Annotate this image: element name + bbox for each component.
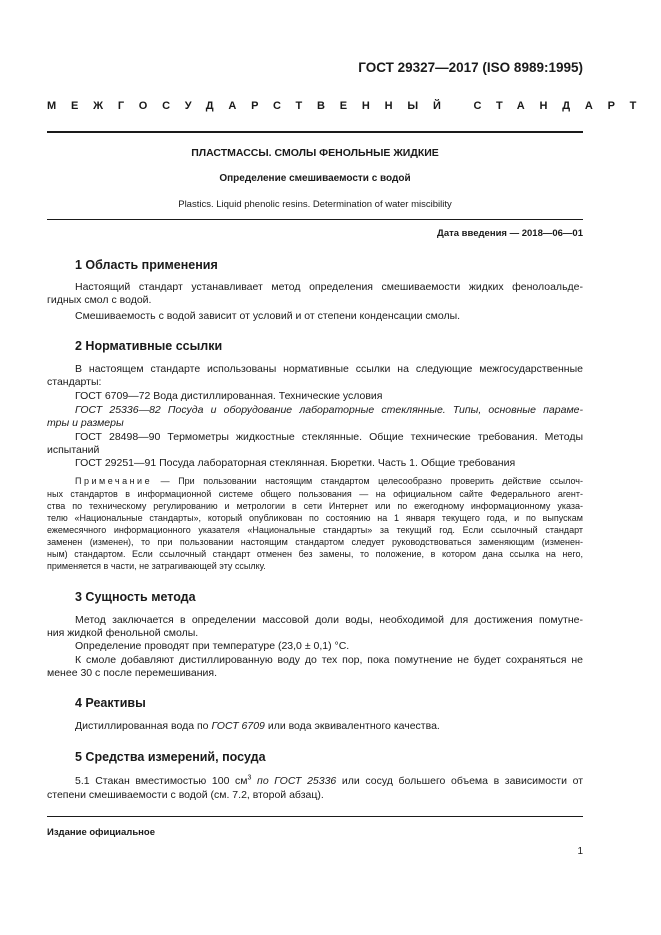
document-code: ГОСТ 29327—2017 (ISO 8989:1995) (358, 60, 583, 75)
document-title: ПЛАСТМАССЫ. СМОЛЫ ФЕНОЛЬНЫЕ ЖИДКИЕ (191, 147, 439, 159)
section-3-heading: 3 Сущность метода (75, 590, 196, 604)
page-number: 1 (577, 846, 583, 857)
section-1-heading: 1 Область применения (75, 258, 218, 272)
note-line: телю «Национальные стандарты», который опубликован по состоянию на 1 января текущего года, и по выпускам (47, 513, 583, 523)
document-title-english: Plastics. Liquid phenolic resins. Determination of water miscibility (178, 199, 452, 210)
section-2-text-line: В настоящем стандарте использованы нормативные ссылки на следующие межгосударственные (75, 363, 583, 375)
reference-item: ГОСТ 28498—90 Термометры жидкостные стеклянные. Общие технические требования. Методы (75, 431, 583, 443)
note-line: применяется в части, не затрагивающей эту ссылку. (47, 561, 266, 571)
section-3-text-line: менее 30 с после перемешивания. (47, 667, 217, 679)
reference-item: ГОСТ 6709—72 Вода дистиллированная. Технические условия (75, 390, 383, 402)
note-line: ным) стандартом. Если ссылочный стандарт отменен без замены, то положение, в котором дана ссылка на него, (47, 549, 583, 559)
footer-divider (47, 816, 583, 817)
section-3-text-line: Метод заключается в определении массовой доли воды, необходимой для достижения помутне- (75, 614, 583, 626)
reference-item: ГОСТ 25336—82 Посуда и оборудование лабораторные стеклянные. Типы, основные парамe- (75, 404, 583, 416)
reference-item: ГОСТ 29251—91 Посуда лабораторная стеклянная. Бюретки. Часть 1. Общие требования (75, 457, 516, 469)
section-3-text-line: Определение проводят при температуре (23,0 ± 0,1) °С. (75, 640, 350, 652)
reference-item: тры и размеры (47, 417, 124, 429)
note-line: ежемесячного информационного указателя «Национальные стандарты» за текущий год. Если ссылочный стандарт (47, 525, 583, 535)
note-line: Примечание — При пользовании настоящим стандартом целесообразно проверить действие ссылоч- (75, 476, 583, 486)
note-line: ства по техническому регулированию и метрологии в сети Интернет или по ежегодному информационному указа- (47, 501, 583, 511)
section-1-text-line: Настоящий стандарт устанавливает метод определения смешиваемости жидких фенолоальде- (75, 281, 583, 293)
header-divider (47, 131, 583, 133)
section-3-text-line: ния жидкой фенольной смолы. (47, 627, 199, 639)
introduction-date: Дата введения — 2018—06—01 (437, 228, 583, 239)
section-4-text-line: Дистиллированная вода по ГОСТ 6709 или вода эквивалентного качества. (75, 720, 440, 732)
interstate-standard-banner: МЕЖГОСУДАРСТВЕННЫЙ СТАНДАРТ (47, 100, 652, 112)
official-edition-label: Издание официальное (47, 827, 155, 838)
section-5-text-line: 5.1 Стакан вместимостью 100 $см^3$ по ГОСТ 25336 или сосуд большего объема в зависимости от (75, 774, 583, 787)
note-label: Примечание (75, 476, 153, 486)
section-3-text-line: К смоле добавляют дистиллированную воду до тех пор, пока помутнение не будет сохраняться не (75, 654, 583, 666)
standard-reference: по ГОСТ 25336 (251, 775, 337, 787)
section-1-text-line: гидных смол с водой. (47, 294, 152, 306)
note-line: ных стандартов в информационной системе общего пользования — на официальном сайте Федерального агент- (47, 489, 583, 499)
document-subtitle: Определение смешиваемости с водой (219, 173, 411, 184)
reference-item: испытаний (47, 444, 100, 456)
section-5-heading: 5 Средства измерений, посуда (75, 750, 266, 764)
section-5-text-line: степени смешиваемости с водой (см. 7.2, второй абзац). (47, 789, 324, 801)
section-1-text-line: Смешиваемость с водой зависит от условий и от степени конденсации смолы. (75, 310, 461, 322)
section-2-text-line: стандарты: (47, 376, 102, 388)
section-4-heading: 4 Реактивы (75, 696, 146, 710)
section-2-heading: 2 Нормативные ссылки (75, 339, 223, 353)
note-line: заменен (изменен), то при пользовании настоящим стандартом следует руководствоваться заменяющим (изменен- (47, 537, 583, 547)
title-divider (47, 219, 583, 220)
standard-reference: ГОСТ 6709 (211, 720, 265, 732)
